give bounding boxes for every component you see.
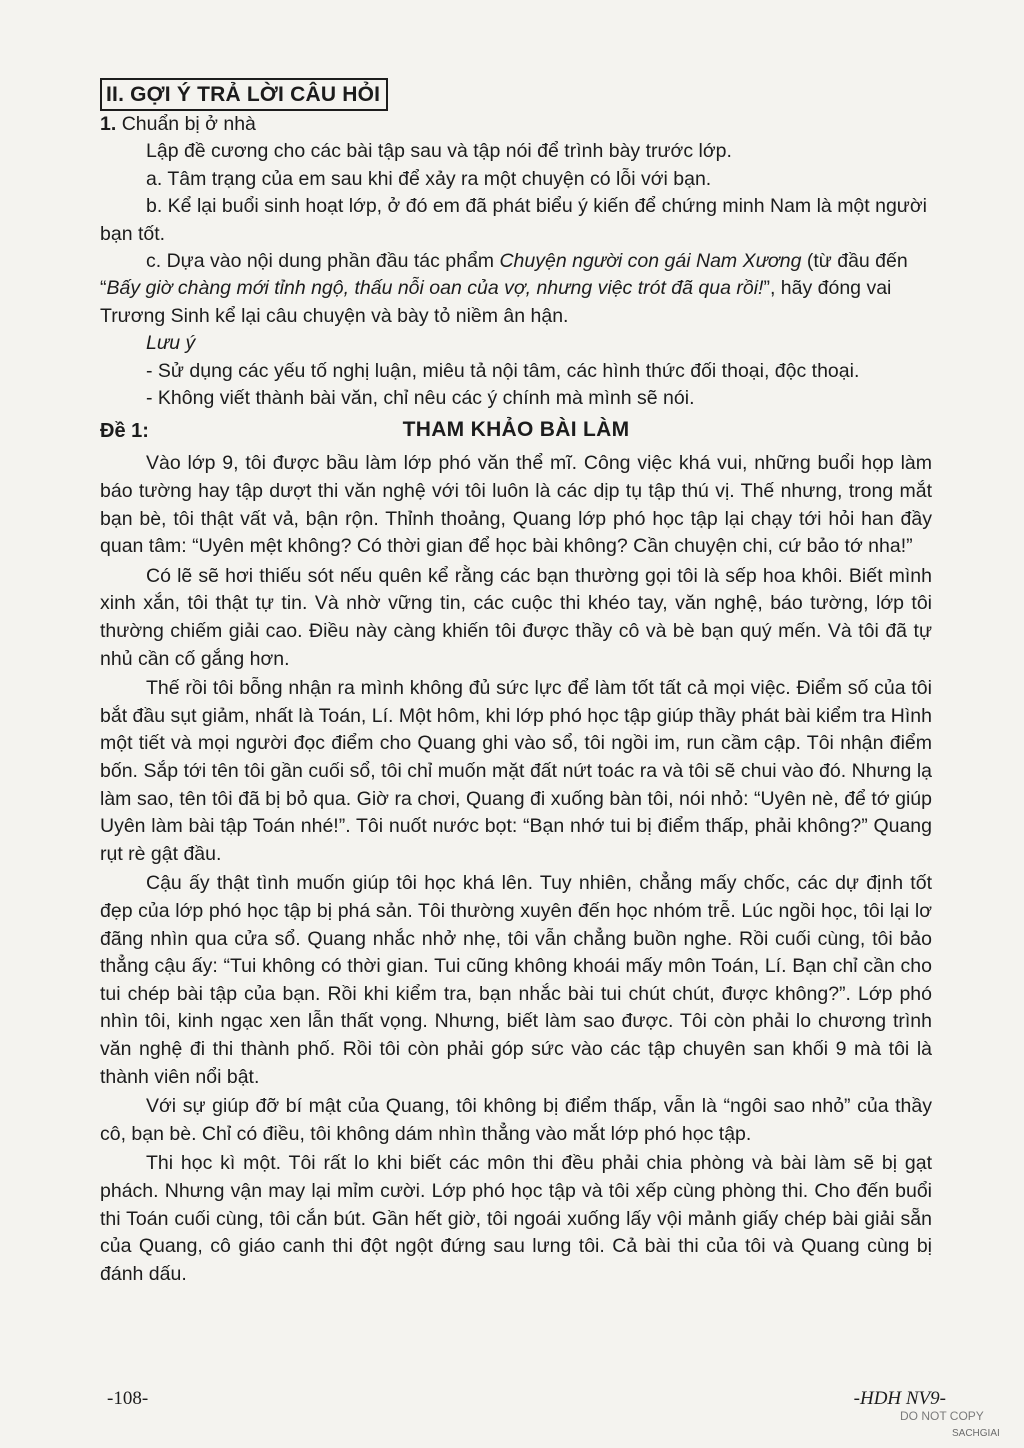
book-code: -HDH NV9- xyxy=(853,1388,946,1409)
prep-item-a: a. Tâm trạng của em sau khi để xảy ra một chuyện có lỗi với bạn. xyxy=(146,167,712,190)
prep-intro: Lập đề cương cho các bài tập sau và tập nói để trình bày trước lớp. xyxy=(146,140,732,163)
essay-label: Đề 1: xyxy=(100,420,149,443)
essay-paragraph: Thế rồi tôi bỗng nhận ra mình không đủ sức lực để làm tốt tất cả mọi việc. Điểm số của tôi bắt đầu sụt giảm, nhất là Toán, Lí. Một hôm, khi lớp phó học tập giúp thầy phát bài kiểm tra Hình một tiết và mọi người đọc điểm cho Quang ghi vào sổ, tôi ngồi im, run cầm cập. Tôi nhận điểm bốn. Sắp tới tên tôi gần cuối sổ, tôi chỉ muốn mặt đất nứt toác ra và tôi sẽ chui vào đó. Nhưng lạ làm sao, tên tôi đã bị bỏ qua. Giờ ra chơi, Quang đi xuống bàn tôi, nói nhỏ: “Uyên nè, để tớ giúp Uyên làm bài tập Toán nhé!”. Tôi nuốt nước bọt: “Bạn nhớ tui bị điểm thấp, phải không?” Quang rụt rè gật đầu. xyxy=(100,677,932,865)
note-item-2: - Không viết thành bài văn, chỉ nêu các ý chính mà mình sẽ nói. xyxy=(146,387,695,410)
note-item-1: - Sử dụng các yếu tố nghị luận, miêu tả nội tâm, các hình thức đối thoại, độc thoại. xyxy=(146,359,860,382)
essay-paragraph: Có lẽ sẽ hơi thiếu sót nếu quên kể rằng các bạn thường gọi tôi là sếp hoa khôi. Biết mình xinh xắn, tôi thật tự tin. Và nhờ vững tin, các cuộc thi khéo tay, văn nghệ, báo tường, lớp tôi thường chiếm giải cao. Điều này càng khiến tôi được thầy cô và bè bạn quý mến. Và tôi đã tự nhủ cần cố gắng hơn. xyxy=(100,564,932,670)
essay-body xyxy=(100,450,932,1288)
item-c-text-2: (từ đầu đến “ xyxy=(100,250,908,300)
prep-item-b: b. Kể lại buổi sinh hoạt lớp, ở đó em đã phát biểu ý kiến để chứng minh Nam là một người bạn tốt. xyxy=(100,195,927,245)
note-title: Lưu ý xyxy=(146,332,196,355)
page-content xyxy=(100,78,932,1290)
watermark-logo xyxy=(896,1406,1014,1442)
prep-title: Chuẩn bị ở nhà xyxy=(121,113,256,135)
essay-paragraph: Thi học kì một. Tôi rất lo khi biết các môn thi đều phải chia phòng và bài làm sẽ bị gạt phách. Nhưng vận may lại mỉm cười. Lớp phó học tập và tôi xếp cùng phòng thi. Cho đến buổi thi Toán cuối cùng, tôi cắn bút. Gần hết giờ, tôi ngoái xuống lấy vội mảnh giấy chép bài giải sẵn của Quang, cô giáo canh thi đột ngột đứng sau lưng tôi. Cả bài thi của tôi và Quang cùng bị đánh dấu. xyxy=(100,1152,932,1285)
page-number: -108- xyxy=(107,1388,149,1409)
prep-number: 1. xyxy=(100,113,117,135)
prep-heading xyxy=(100,111,932,138)
item-c-work-title: Chuyện người con gái Nam Xương xyxy=(499,250,802,273)
item-c-text-3: ”, hãy đóng vai Trương Sinh kể lại câu chuyện và bày tỏ niềm ân hận. xyxy=(100,277,892,327)
essay-header xyxy=(100,416,932,450)
essay-paragraph: Với sự giúp đỡ bí mật của Quang, tôi không bị điểm thấp, vẫn là “ngôi sao nhỏ” của thầy cô, bạn bè. Chỉ có điều, tôi không dám nhìn thẳng vào mắt lớp phó học tập. xyxy=(100,1095,932,1145)
item-c-quote: Bấy giờ chàng mới tỉnh ngộ, thấu nỗi oan của vợ, nhưng việc trót đã qua rồi! xyxy=(106,277,764,300)
watermark-text-1: DO NOT COPY xyxy=(900,1409,984,1423)
essay-paragraph: Vào lớp 9, tôi được bầu làm lớp phó văn thể mĩ. Công việc khá vui, những buổi họp làm báo tường hay tập dượt thi văn nghệ với tôi luôn là các dịp tụ tập thú vị. Thế nhưng, trong mắt bạn bè, tôi thật vất vả, bận rộn. Thỉnh thoảng, Quang lớp phó học tập lại chạy tới hỏi han đầy quan tâm: “Uyên mệt không? Có thời gian để học bài không? Cần chuyện chi, cứ bảo tớ nha!” xyxy=(100,452,932,558)
prep-item-c xyxy=(100,248,932,330)
essay-paragraph: Cậu ấy thật tình muốn giúp tôi học khá lên. Tuy nhiên, chẳng mấy chốc, các dự định tốt đẹp của lớp phó học tập bị phá sản. Tôi thường xuyên đến học nhóm trễ. Lúc ngồi học, tôi lại lơ đãng nhìn qua cửa sổ. Quang nhắc nhở nhẹ, tôi vẫn chẳng buồn nghe. Rồi cuối cùng, tôi bảo thẳng cậu ấy: “Tui không có thời gian. Tui cũng không khoái mấy môn Toán, Lí. Bạn chỉ cần cho tui chép bài tập của bạn. Rồi khi kiểm tra, bạn nhắc bài tui chút chút, được không?”. Lớp phó nhìn tôi, kinh ngạc xen lẫn thất vọng. Nhưng, biết làm sao được. Tôi còn phải lo chương trình văn nghệ đi thi thành phố. Rồi tôi còn phải góp sức vào các tập chuyên san khối 9 mà tôi là thành viên nổi bật. xyxy=(100,872,932,1088)
watermark-text-2: SACHGIAI xyxy=(952,1428,1000,1439)
item-c-text-1: c. Dựa vào nội dung phần đầu tác phẩm xyxy=(146,250,500,273)
essay-title: THAM KHẢO BÀI LÀM xyxy=(402,418,630,442)
section-heading: II. GỢI Ý TRẢ LỜI CÂU HỎI xyxy=(100,78,388,111)
